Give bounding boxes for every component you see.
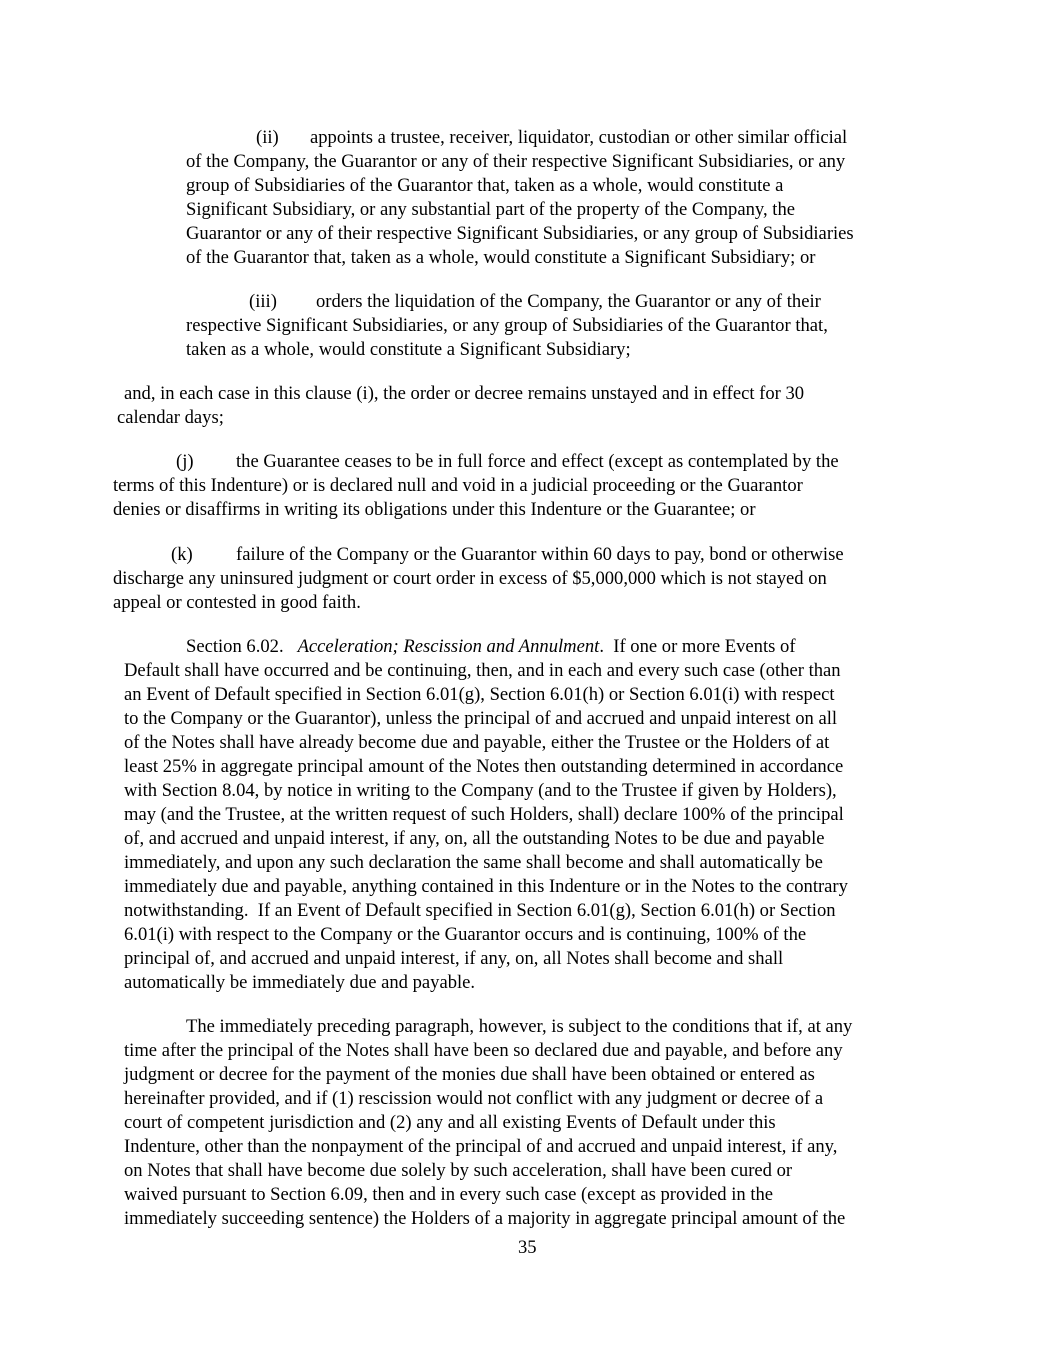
clause-tail-line: and, in each case in this clause (i), the order or decree remains unstayed and in effect for 30 [124,383,805,404]
item-j-first-line: the Guarantee ceases to be in full force and effect (except as contemplated by the [236,451,839,472]
rescission-line: court of competent jurisdiction and (2) any and all existing Events of Default under this [124,1112,776,1133]
section-602-line: principal of, and accrued and unpaid interest, if any, on, all Notes shall become and shall [124,948,784,969]
section-602-line: of, and accrued and unpaid interest, if any, on, all the outstanding Notes to be due and payable [124,828,825,849]
item-k-line: discharge any uninsured judgment or court order in excess of $5,000,000 which is not stayed on [113,568,827,589]
section-602-line: an Event of Default specified in Section 6.01(g), Section 6.01(h) or Section 6.01(i) with respect [124,684,835,705]
item-k-first-line: failure of the Company or the Guarantor within 60 days to pay, bond or otherwise [236,544,844,565]
item-iii-line: respective Significant Subsidiaries, or any group of Subsidiaries of the Guarantor that, [186,315,828,336]
item-k-marker: (k) [171,544,193,565]
item-k-line: appeal or contested in good faith. [113,592,361,613]
section-602-first-rest: . If one or more Events of [599,636,796,657]
section-602-line: of the Notes shall have already become due and payable, either the Trustee or the Holders of at [124,732,830,753]
rescission-line: time after the principal of the Notes shall have been so declared due and payable, and before any [124,1040,843,1061]
section-602-heading [186,635,796,659]
item-j-line: terms of this Indenture) or is declared null and void in a judicial proceeding or the Guarantor [113,475,803,496]
section-602-line: 6.01(i) with respect to the Company or the Guarantor occurs and is continuing, 100% of the [124,924,807,945]
item-iii-first-line: orders the liquidation of the Company, the Guarantor or any of their [316,291,821,312]
section-602-line: immediately, and upon any such declaration the same shall become and shall automatically be [124,852,823,873]
section-602-title: Acceleration; Rescission and Annulment [297,636,600,657]
section-602-line: notwithstanding. If an Event of Default specified in Section 6.01(g), Section 6.01(h) or Section [124,900,836,921]
item-ii-marker: (ii) [256,127,279,148]
rescission-line: on Notes that shall have become due solely by such acceleration, shall have been cured or [124,1160,793,1181]
item-j-line: denies or disaffirms in writing its obligations under this Indenture or the Guarantee; or [113,499,756,520]
item-iii-marker: (iii) [249,291,277,312]
item-ii-line: group of Subsidiaries of the Guarantor that, taken as a whole, would constitute a [186,175,784,196]
item-j-marker: (j) [176,451,194,472]
rescission-line: Indenture, other than the nonpayment of the principal of and accrued and unpaid interest, if any, [124,1136,838,1157]
rescission-line: hereinafter provided, and if (1) rescission would not conflict with any judgment or decree of a [124,1088,824,1109]
page-number: 35 [518,1237,537,1258]
item-ii-line: of the Company, the Guarantor or any of their respective Significant Subsidiaries, or any [186,151,846,172]
rescission-line: immediately succeeding sentence) the Holders of a majority in aggregate principal amount of the [124,1208,846,1229]
item-iii-line: taken as a whole, would constitute a Significant Subsidiary; [186,339,631,360]
item-ii-line: Guarantor or any of their respective Significant Subsidiaries, or any group of Subsidiaries [186,223,854,244]
section-602-line: automatically be immediately due and payable. [124,972,476,993]
rescission-line: The immediately preceding paragraph, however, is subject to the conditions that if, at any [186,1016,853,1037]
item-ii-first-line: appoints a trustee, receiver, liquidator, custodian or other similar official [310,127,848,148]
section-602-line: Default shall have occurred and be continuing, then, and in each and every such case (other than [124,660,841,681]
section-602-line: with Section 8.04, by notice in writing to the Company (and to the Trustee if given by Holders), [124,780,837,801]
section-602-line: least 25% in aggregate principal amount of the Notes then outstanding determined in accordance [124,756,844,777]
section-602-line: immediately due and payable, anything contained in this Indenture or in the Notes to the contrary [124,876,848,897]
rescission-line: waived pursuant to Section 6.09, then and in every such case (except as provided in the [124,1184,774,1205]
section-602-line: may (and the Trustee, at the written request of such Holders, shall) declare 100% of the principal [124,804,844,825]
section-602-line: to the Company or the Guarantor), unless the principal of and accrued and unpaid interest on all [124,708,838,729]
clause-tail-line: calendar days; [117,407,224,428]
section-602-number: Section 6.02. [186,636,284,657]
item-ii-line: Significant Subsidiary, or any substantial part of the property of the Company, the [186,199,795,220]
item-ii-line: of the Guarantor that, taken as a whole, would constitute a Significant Subsidiary; or [186,247,816,268]
rescission-line: judgment or decree for the payment of the monies due shall have been obtained or entered as [124,1064,815,1085]
